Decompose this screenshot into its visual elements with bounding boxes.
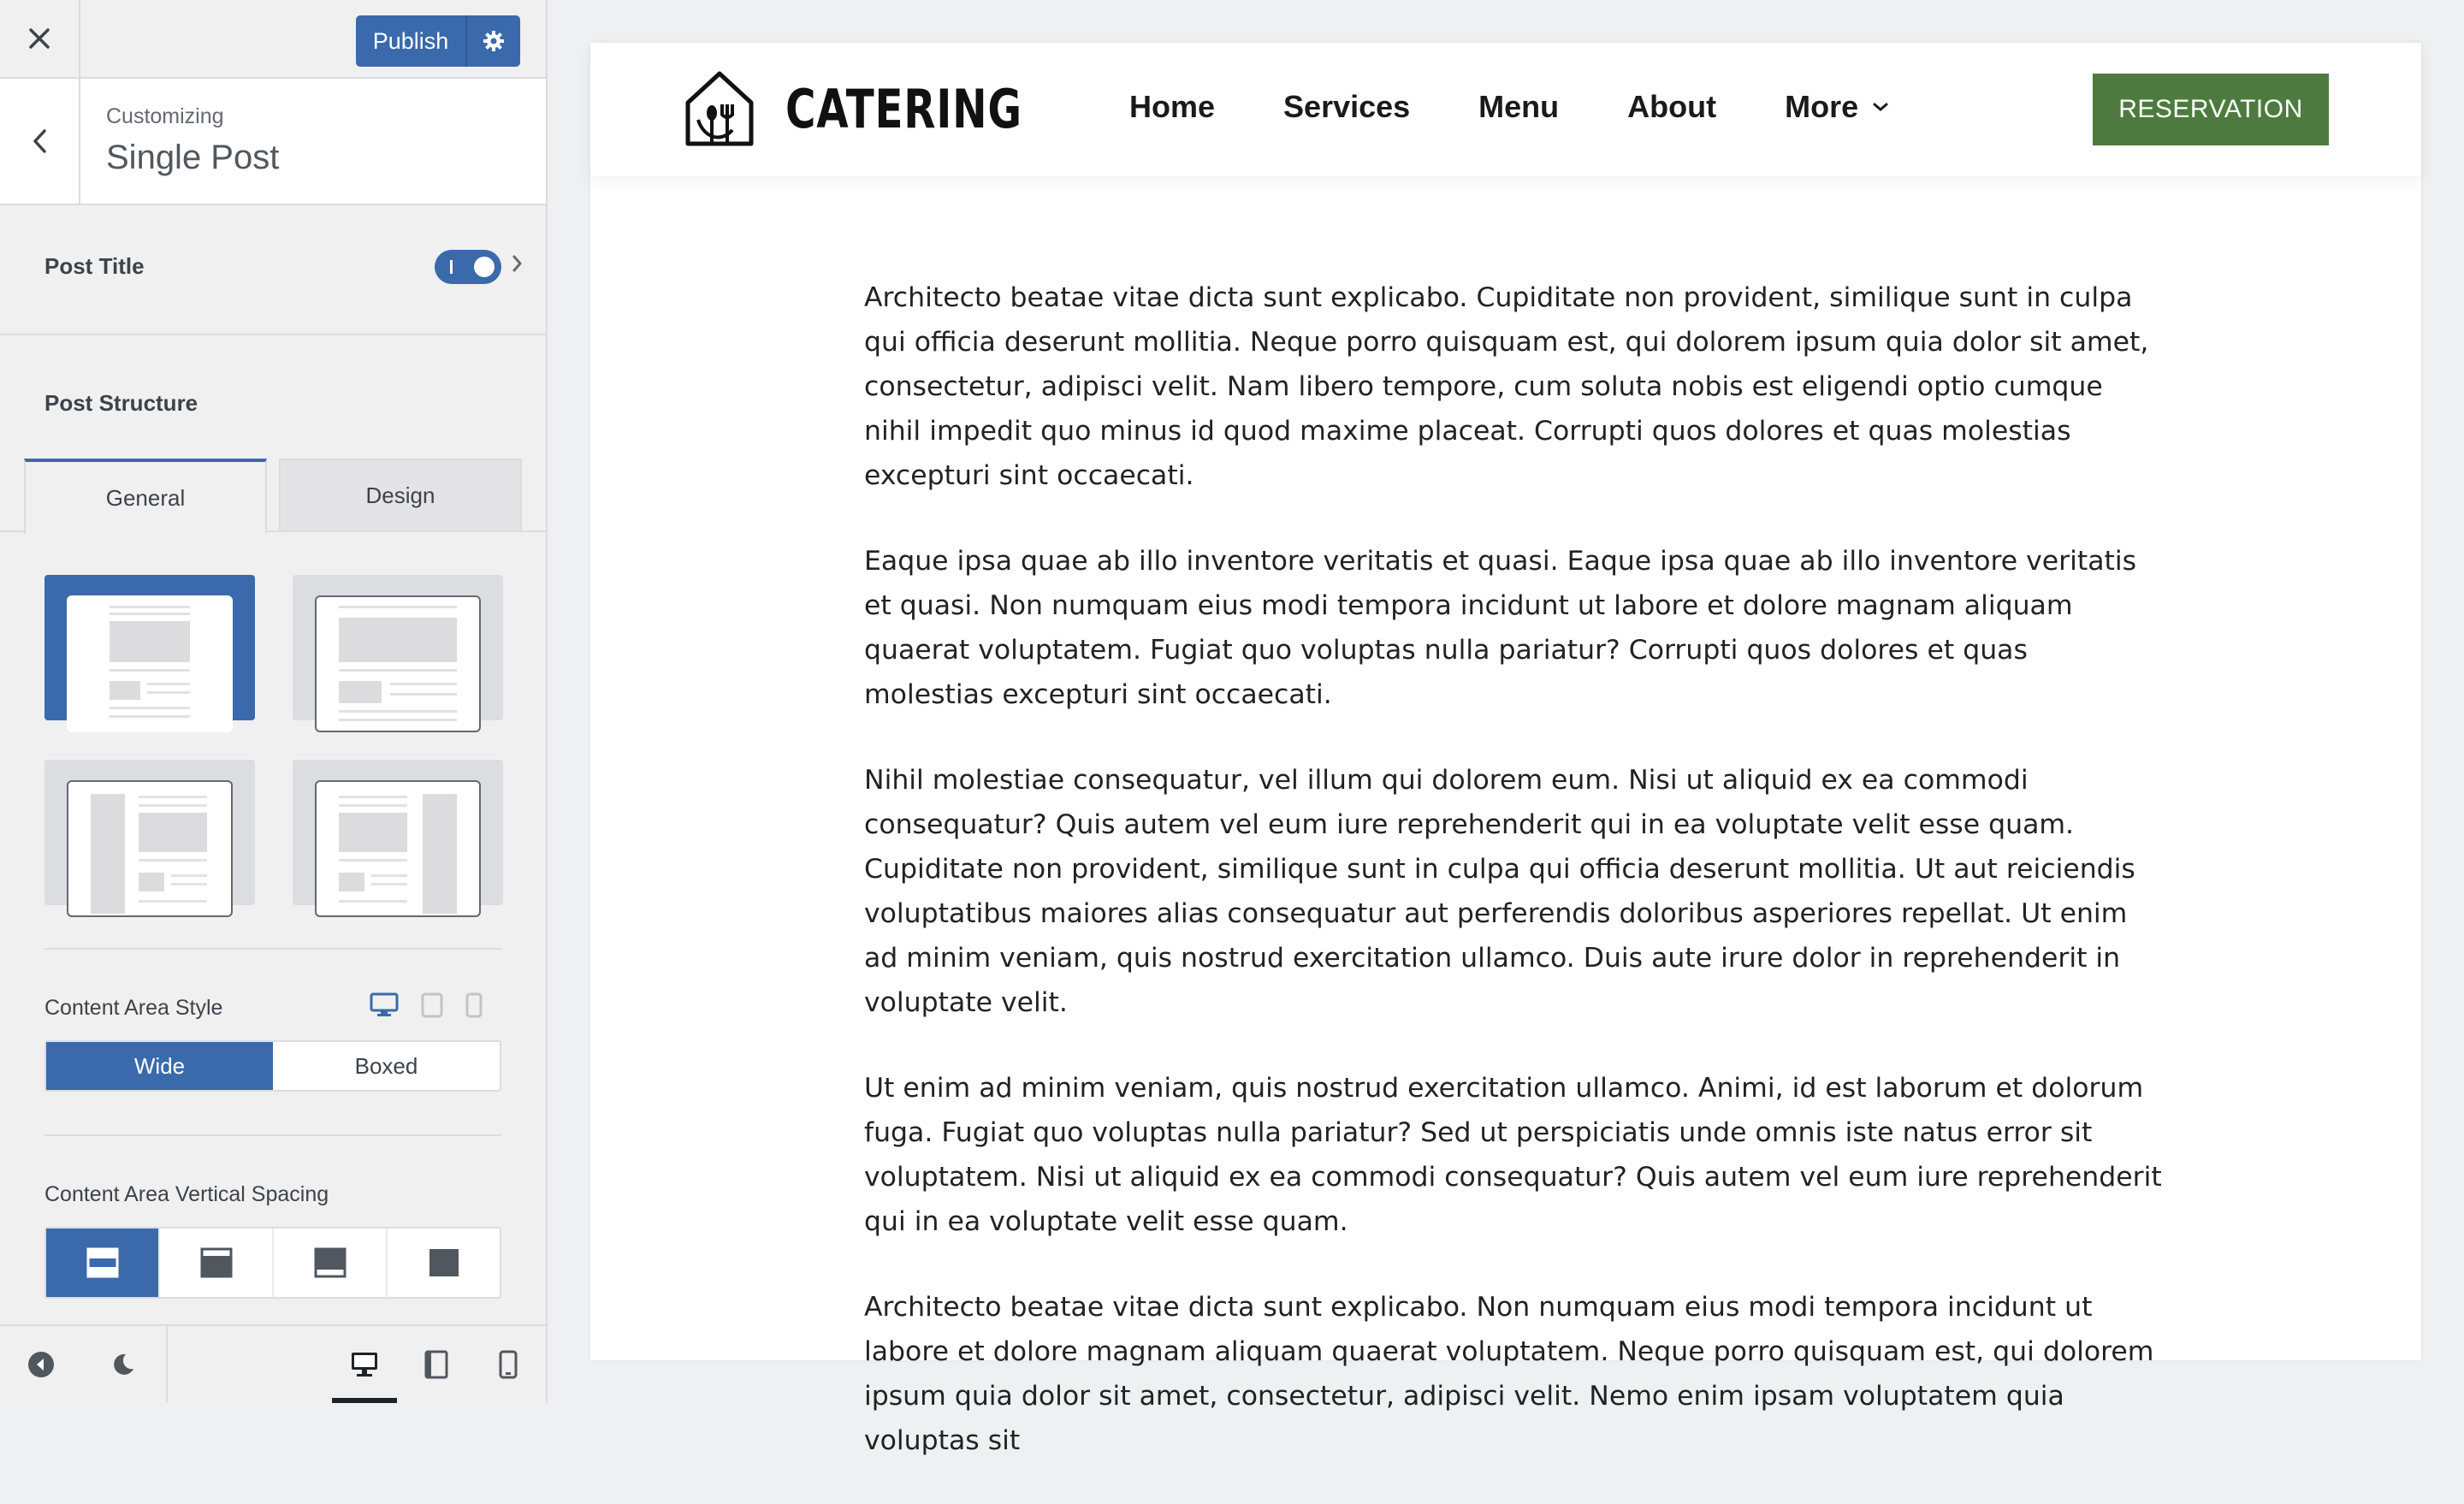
nav-about[interactable]: About	[1627, 89, 1717, 124]
logo-text: CATERING	[785, 77, 1022, 140]
customizer-topbar	[0, 0, 546, 79]
nav-more-label: More	[1785, 89, 1859, 124]
breadcrumb: Customizing	[106, 104, 224, 128]
style-boxed-button[interactable]: Boxed	[354, 1052, 418, 1079]
close-icon	[28, 27, 50, 50]
site-header	[590, 43, 2421, 176]
nav-services[interactable]: Services	[1283, 89, 1411, 124]
spacing-none-icon	[428, 1247, 460, 1278]
vertical-spacing-control	[44, 1227, 501, 1299]
paragraph: Eaque ipsa quae ab illo inventore veritatis et quasi. Eaque ipsa quae ab illo inventore veritatis et quasi. Non numquam eius modi tempora incidunt ut labore et dolore magnam aliquam quaerat voluptatem. Fugiat quo voluptas nulla pariatur? Corrupti quos dolores et quas molestias excepturi sint occaecati.	[864, 546, 2137, 710]
spacing-option-1[interactable]	[46, 1229, 160, 1297]
spacing-top-icon	[200, 1247, 233, 1278]
post-structure-tabs	[0, 459, 546, 532]
reservation-button[interactable]: RESERVATION	[2093, 74, 2329, 145]
post-structure-label: Post Structure	[44, 390, 198, 416]
gear-icon	[483, 30, 505, 52]
paragraph: Nihil molestiae consequatur, vel illum qui dolorem eum. Nisi ut aliquid ex ea commodi consequatur? Quis autem vel eum iure reprehenderit qui in ea voluptate velit esse quam. Cupiditate non provident, similique sunt in culpa qui officia deserunt mollitia. Ut aut reiciendis voluptatibus maiores alias consequatur aut perferendis doloribus asperiores repellat. Ut enim ad minim veniam, quis nostrud exercitation ullamco. Duis aute irure dolor in reprehenderit in voluptate velit.	[864, 765, 2135, 1018]
main-navigation	[1129, 89, 1891, 125]
site-logo[interactable]	[683, 70, 1089, 147]
tab-general[interactable]: General	[24, 459, 267, 534]
chevron-left-icon	[32, 128, 47, 154]
preview-desktop-button[interactable]	[329, 1326, 400, 1403]
preview-tablet-button[interactable]	[400, 1326, 472, 1403]
paragraph: Architecto beatae vitae dicta sunt explicabo. Non numquam eius modi tempora incidunt ut labore et dolore magnam aliquam quaerat voluptatem. Neque porro quisquam est, qui dolorem ipsum quia dolor sit amet, consectetur, adipisci velit. Nemo enim ipsam voluptatem quia voluptas sit	[864, 1292, 2154, 1456]
customizer-footer	[0, 1324, 546, 1403]
layout-option-boxed[interactable]	[293, 575, 503, 720]
catering-logo-icon	[683, 70, 756, 147]
preview-device-switcher	[329, 1326, 544, 1403]
layout-option-right-sidebar[interactable]	[293, 760, 503, 905]
content-area-vertical-spacing-label: Content Area Vertical Spacing	[44, 1182, 329, 1206]
post-title-section[interactable]	[0, 205, 546, 335]
collapse-sidebar-button[interactable]	[0, 1326, 82, 1403]
panel-header	[0, 79, 546, 205]
mobile-icon	[499, 1350, 518, 1379]
footer-controls	[0, 1326, 168, 1403]
tablet-icon[interactable]	[421, 992, 443, 1018]
spacing-both-icon	[86, 1247, 119, 1278]
divider	[44, 1134, 501, 1136]
publish-settings-button[interactable]	[467, 15, 520, 67]
tablet-icon	[424, 1350, 448, 1379]
desktop-icon	[350, 1350, 379, 1379]
preview-mobile-button[interactable]	[472, 1326, 544, 1403]
nav-menu[interactable]: Menu	[1478, 89, 1560, 124]
paragraph: Architecto beatae vitae dicta sunt explicabo. Cupiditate non provident, similique sunt in culpa qui officia deserunt mollitia. Neque porro quisquam est, qui dolorem ipsum quia dolor sit amet, consectetur, adipisci velit. Nam libero tempore, cum soluta nobis est eligendi optio cumque nihil impedit quo minus id quod maxime placeat. Corrupti quos dolores et quas molestias excepturi sint occaecati.	[864, 282, 2149, 491]
panel-title: Single Post	[106, 139, 280, 176]
layout-option-full-width[interactable]	[44, 575, 255, 720]
moon-icon	[110, 1352, 136, 1377]
back-button[interactable]	[0, 79, 80, 204]
spacing-bottom-icon	[314, 1247, 346, 1278]
post-title-toggle[interactable]	[435, 250, 501, 284]
paragraph: Ut enim ad minim veniam, quis nostrud exercitation ullamco. Animi, id est laborum et dolorum fuga. Fugiat quo voluptas nulla pariatur? Sed ut perspiciatis unde omnis iste natus error sit voluptatem. Nisi ut aliquid ex ea commodi consequatur? Quis autem vel eum iure reprehenderit qui in ea voluptate velit esse quam.	[864, 1073, 2162, 1237]
site-preview	[590, 43, 2421, 1456]
customizer-sidebar	[0, 0, 548, 1403]
nav-home[interactable]: Home	[1129, 89, 1216, 124]
collapse-icon	[27, 1351, 55, 1378]
layout-option-left-sidebar[interactable]	[44, 760, 255, 905]
style-wide-button[interactable]: Wide	[46, 1042, 273, 1090]
nav-more[interactable]	[1785, 89, 1891, 125]
content-area-style-label: Content Area Style	[44, 996, 223, 1020]
post-title-label: Post Title	[44, 253, 145, 279]
responsive-device-switcher	[370, 992, 483, 1018]
divider	[44, 948, 501, 950]
publish-button[interactable]: Publish	[356, 15, 467, 67]
content-area-style-control	[44, 1040, 501, 1092]
dark-mode-button[interactable]	[82, 1326, 164, 1403]
spacing-option-4[interactable]	[388, 1229, 500, 1297]
chevron-down-icon	[1870, 100, 1891, 114]
close-button[interactable]	[0, 0, 80, 77]
spacing-option-3[interactable]	[274, 1229, 388, 1297]
mobile-icon[interactable]	[465, 992, 483, 1018]
publish-group	[356, 15, 520, 67]
tab-design[interactable]: Design	[279, 459, 522, 532]
desktop-icon[interactable]	[370, 992, 399, 1018]
chevron-right-icon[interactable]	[512, 253, 524, 274]
post-content	[864, 275, 2165, 1504]
spacing-option-2[interactable]	[160, 1229, 274, 1297]
